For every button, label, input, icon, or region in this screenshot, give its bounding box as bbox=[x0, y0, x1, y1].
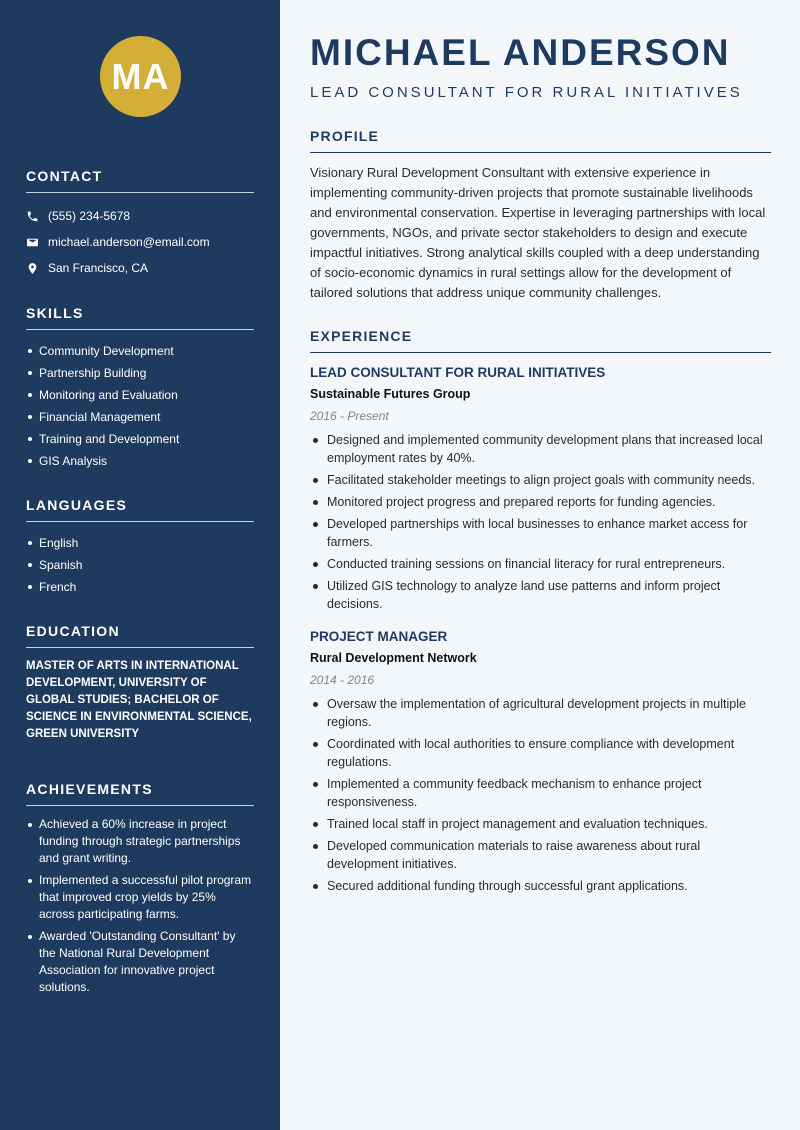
skill-item: Training and Development bbox=[26, 428, 254, 450]
education-section bbox=[26, 623, 254, 743]
job-entry bbox=[310, 627, 771, 895]
skill-item: Partnership Building bbox=[26, 362, 254, 384]
email-text: michael.anderson@email.com bbox=[48, 235, 210, 249]
sidebar bbox=[0, 0, 280, 1130]
skills-list bbox=[26, 340, 254, 472]
job-bullet: Developed communication materials to raise awareness about rural development initiatives. bbox=[310, 837, 771, 873]
location-text: San Francisco, CA bbox=[48, 261, 149, 275]
achievement-item: Achieved a 60% increase in project funding through strategic partnerships and grant writing. bbox=[26, 816, 254, 867]
language-item: English bbox=[26, 532, 254, 554]
email-icon bbox=[26, 236, 39, 249]
job-bullet: Monitored project progress and prepared reports for funding agencies. bbox=[310, 493, 771, 511]
experience-heading: EXPERIENCE bbox=[310, 328, 771, 353]
skill-item: Monitoring and Evaluation bbox=[26, 384, 254, 406]
achievements-heading: ACHIEVEMENTS bbox=[26, 781, 254, 806]
languages-list bbox=[26, 532, 254, 598]
language-item: Spanish bbox=[26, 554, 254, 576]
contact-section bbox=[26, 168, 254, 281]
person-name: MICHAEL ANDERSON bbox=[310, 32, 731, 73]
skill-item: GIS Analysis bbox=[26, 450, 254, 472]
contact-email[interactable] bbox=[26, 229, 254, 255]
contact-heading: CONTACT bbox=[26, 168, 254, 193]
languages-section bbox=[26, 497, 254, 598]
job-dates: 2016 - Present bbox=[310, 409, 389, 423]
experience-section bbox=[310, 328, 771, 909]
avatar: MA bbox=[100, 36, 181, 117]
skills-heading: SKILLS bbox=[26, 305, 254, 330]
contact-phone[interactable] bbox=[26, 203, 254, 229]
achievement-item: Awarded 'Outstanding Consultant' by the National Rural Development Association for innovative project solutions. bbox=[26, 928, 254, 996]
job-entry bbox=[310, 363, 771, 613]
job-company: Rural Development Network bbox=[310, 651, 477, 665]
profile-heading: PROFILE bbox=[310, 128, 771, 153]
job-bullet: Utilized GIS technology to analyze land use patterns and inform project decisions. bbox=[310, 577, 771, 613]
job-title: LEAD CONSULTANT FOR RURAL INITIATIVES bbox=[310, 365, 606, 380]
education-text: MASTER OF ARTS IN INTERNATIONAL DEVELOPMENT, UNIVERSITY OF GLOBAL STUDIES; BACHELOR OF SCIENCE IN ENVIRONMENTAL SCIENCE, GREEN UNIVERSITY bbox=[26, 660, 252, 740]
profile-text: Visionary Rural Development Consultant with extensive experience in implementing community-driven projects that promote sustainable livelihoods and environmental conservation. Expertise in leveraging partnerships with local governments, NGOs, and private sector stakeholders to design and execute impactful initiatives. Strong analytical skills coupled with a deep understanding of socio-economic dynamics in rural settings allow for the development of tailored solutions that address unique community challenges. bbox=[310, 165, 766, 300]
job-title-header: LEAD CONSULTANT FOR RURAL INITIATIVES bbox=[310, 84, 743, 101]
job-bullet: Secured additional funding through successful grant applications. bbox=[310, 877, 771, 895]
job-bullets bbox=[310, 431, 771, 613]
skill-item: Community Development bbox=[26, 340, 254, 362]
achievements-list bbox=[26, 816, 254, 996]
job-bullet: Oversaw the implementation of agricultural development projects in multiple regions. bbox=[310, 695, 771, 731]
job-title: PROJECT MANAGER bbox=[310, 629, 448, 644]
phone-icon bbox=[26, 210, 39, 223]
achievements-section bbox=[26, 781, 254, 1001]
education-heading: EDUCATION bbox=[26, 623, 254, 648]
job-bullet: Implemented a community feedback mechanism to enhance project responsiveness. bbox=[310, 775, 771, 811]
contact-location bbox=[26, 255, 254, 281]
profile-section bbox=[310, 128, 771, 303]
job-bullet: Conducted training sessions on financial literacy for rural entrepreneurs. bbox=[310, 555, 771, 573]
job-bullet: Coordinated with local authorities to ensure compliance with development regulations. bbox=[310, 735, 771, 771]
phone-text: (555) 234-5678 bbox=[48, 209, 131, 223]
job-company: Sustainable Futures Group bbox=[310, 387, 471, 401]
job-bullets bbox=[310, 695, 771, 895]
skill-item: Financial Management bbox=[26, 406, 254, 428]
job-dates: 2014 - 2016 bbox=[310, 673, 375, 687]
languages-heading: LANGUAGES bbox=[26, 497, 254, 522]
achievement-item: Implemented a successful pilot program that improved crop yields by 25% across participating farms. bbox=[26, 872, 254, 923]
job-bullet: Facilitated stakeholder meetings to align project goals with community needs. bbox=[310, 471, 771, 489]
skills-section bbox=[26, 305, 254, 472]
job-bullet: Trained local staff in project management and evaluation techniques. bbox=[310, 815, 771, 833]
language-item: French bbox=[26, 576, 254, 598]
job-bullet: Developed partnerships with local businesses to enhance market access for farmers. bbox=[310, 515, 771, 551]
location-pin-icon bbox=[26, 262, 39, 275]
job-bullet: Designed and implemented community development plans that increased local employment rates by 40%. bbox=[310, 431, 771, 467]
